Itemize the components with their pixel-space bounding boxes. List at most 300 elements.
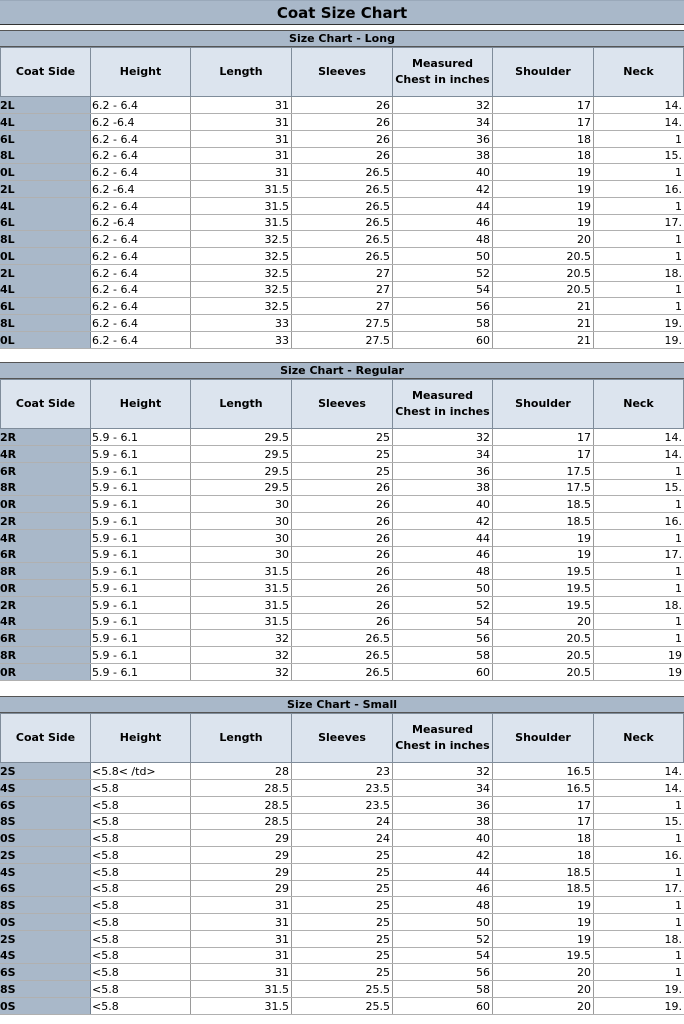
cell-length: 33 (190, 315, 292, 332)
cell-sleeves: 26 (291, 114, 393, 131)
cell-neck: 1 (593, 630, 684, 647)
cell-shoulder: 19 (492, 198, 594, 215)
cell-sleeves: 26 (291, 563, 393, 580)
col-header-sleeves: Sleeves (291, 713, 393, 763)
cell-neck: 1 (593, 496, 684, 513)
cell-chest: 44 (392, 198, 493, 215)
table-row (0, 998, 684, 1015)
cell-neck: 1 (593, 530, 684, 547)
col-header-coat-side: Coat Side (0, 379, 91, 429)
cell-height: <5.8 (90, 964, 191, 981)
cell-sleeves: 25 (291, 847, 393, 864)
cell-shoulder: 18.5 (492, 513, 594, 530)
cell-length: 31.5 (190, 214, 292, 231)
cell-chest: 38 (392, 147, 493, 164)
cell-neck: 19. (593, 998, 684, 1015)
cell-height: 5.9 - 6.1 (90, 513, 191, 530)
cell-neck: 1 (593, 563, 684, 580)
cell-coat-side: 8S (0, 897, 91, 914)
cell-shoulder: 19.5 (492, 597, 594, 614)
cell-chest: 54 (392, 947, 493, 964)
col-header-length: Length (190, 379, 292, 429)
cell-length: 31 (190, 947, 292, 964)
table-row (0, 931, 684, 948)
table-row (0, 613, 684, 630)
cell-length: 31.5 (190, 998, 292, 1015)
cell-length: 29.5 (190, 429, 292, 446)
cell-shoulder: 19 (492, 164, 594, 181)
cell-height: 5.9 - 6.1 (90, 563, 191, 580)
cell-neck: 1 (593, 897, 684, 914)
cell-height: 5.9 - 6.1 (90, 530, 191, 547)
table-row (0, 864, 684, 881)
cell-length: 29.5 (190, 463, 292, 480)
cell-sleeves: 26 (291, 496, 393, 513)
col-header-sleeves: Sleeves (291, 47, 393, 97)
cell-neck: 19. (593, 315, 684, 332)
cell-length: 31.5 (190, 597, 292, 614)
cell-shoulder: 18.5 (492, 880, 594, 897)
cell-length: 31.5 (190, 563, 292, 580)
cell-neck: 19 (593, 647, 684, 664)
cell-sleeves: 26.5 (291, 198, 393, 215)
cell-sleeves: 25 (291, 897, 393, 914)
cell-coat-side: 2S (0, 763, 91, 780)
cell-neck: 1 (593, 281, 684, 298)
cell-coat-side: 8S (0, 813, 91, 830)
cell-chest: 52 (392, 931, 493, 948)
cell-shoulder: 18 (492, 830, 594, 847)
table-row (0, 914, 684, 931)
cell-coat-side: 0L (0, 164, 91, 181)
table-row (0, 114, 684, 131)
cell-shoulder: 16.5 (492, 780, 594, 797)
cell-coat-side: 2S (0, 847, 91, 864)
cell-neck: 14. (593, 97, 684, 114)
cell-shoulder: 17.5 (492, 463, 594, 480)
cell-neck: 1 (593, 797, 684, 814)
cell-height: 6.2 - 6.4 (90, 248, 191, 265)
cell-sleeves: 25 (291, 429, 393, 446)
cell-coat-side: 6S (0, 964, 91, 981)
cell-shoulder: 19.5 (492, 580, 594, 597)
cell-height: 5.9 - 6.1 (90, 630, 191, 647)
table-row (0, 298, 684, 315)
table-row (0, 580, 684, 597)
table-row (0, 248, 684, 265)
table-row (0, 847, 684, 864)
cell-length: 30 (190, 546, 292, 563)
cell-coat-side: 0L (0, 332, 91, 349)
col-header-length: Length (190, 47, 292, 97)
cell-coat-side: 6L (0, 298, 91, 315)
cell-height: 5.9 - 6.1 (90, 463, 191, 480)
cell-sleeves: 26 (291, 530, 393, 547)
cell-sleeves: 26.5 (291, 231, 393, 248)
cell-neck: 16. (593, 513, 684, 530)
cell-height: <5.8 (90, 998, 191, 1015)
cell-chest: 56 (392, 298, 493, 315)
cell-chest: 32 (392, 97, 493, 114)
cell-coat-side: 6S (0, 880, 91, 897)
cell-length: 32.5 (190, 265, 292, 282)
cell-neck: 14. (593, 429, 684, 446)
header-row (0, 713, 684, 763)
cell-height: 5.9 - 6.1 (90, 597, 191, 614)
cell-sleeves: 26.5 (291, 181, 393, 198)
cell-neck: 1 (593, 914, 684, 931)
cell-chest: 50 (392, 580, 493, 597)
col-header-chest: Measured Chest in inches (392, 379, 493, 429)
cell-neck: 1 (593, 463, 684, 480)
cell-shoulder: 18.5 (492, 496, 594, 513)
cell-coat-side: 6L (0, 214, 91, 231)
table-row (0, 897, 684, 914)
cell-neck: 1 (593, 248, 684, 265)
cell-coat-side: 6R (0, 630, 91, 647)
table-row (0, 131, 684, 148)
cell-chest: 58 (392, 981, 493, 998)
table-row (0, 763, 684, 780)
section-title: Size Chart - Regular (0, 362, 684, 379)
col-header-length: Length (190, 713, 292, 763)
cell-coat-side: 8R (0, 647, 91, 664)
cell-height: 5.9 - 6.1 (90, 580, 191, 597)
cell-shoulder: 17 (492, 813, 594, 830)
cell-shoulder: 20.5 (492, 630, 594, 647)
cell-shoulder: 20 (492, 981, 594, 998)
cell-sleeves: 26.5 (291, 664, 393, 681)
cell-length: 28 (190, 763, 292, 780)
cell-shoulder: 20 (492, 231, 594, 248)
table-row (0, 630, 684, 647)
cell-shoulder: 21 (492, 298, 594, 315)
cell-neck: 18. (593, 265, 684, 282)
cell-chest: 60 (392, 664, 493, 681)
cell-coat-side: 4L (0, 114, 91, 131)
cell-shoulder: 21 (492, 315, 594, 332)
col-header-chest: Measured Chest in inches (392, 47, 493, 97)
cell-height: 5.9 - 6.1 (90, 613, 191, 630)
cell-length: 29.5 (190, 446, 292, 463)
cell-length: 31 (190, 931, 292, 948)
cell-sleeves: 27.5 (291, 332, 393, 349)
table-row (0, 198, 684, 215)
cell-shoulder: 19 (492, 897, 594, 914)
cell-height: <5.8 (90, 947, 191, 964)
col-header-neck: Neck (593, 379, 684, 429)
cell-neck: 14. (593, 446, 684, 463)
cell-sleeves: 23.5 (291, 797, 393, 814)
cell-sleeves: 25 (291, 463, 393, 480)
table-row (0, 530, 684, 547)
cell-coat-side: 6R (0, 463, 91, 480)
cell-sleeves: 26 (291, 597, 393, 614)
cell-height: <5.8 (90, 880, 191, 897)
section-title: Size Chart - Long (0, 30, 684, 47)
cell-sleeves: 26 (291, 580, 393, 597)
cell-sleeves: 25.5 (291, 981, 393, 998)
cell-coat-side: 0R (0, 664, 91, 681)
table-row (0, 231, 684, 248)
cell-chest: 60 (392, 998, 493, 1015)
cell-length: 31 (190, 97, 292, 114)
cell-coat-side: 2L (0, 97, 91, 114)
col-header-height: Height (90, 713, 191, 763)
cell-height: 6.2 - 6.4 (90, 231, 191, 248)
table-row (0, 265, 684, 282)
cell-coat-side: 2L (0, 181, 91, 198)
cell-shoulder: 20 (492, 998, 594, 1015)
cell-length: 29.5 (190, 479, 292, 496)
cell-length: 31 (190, 147, 292, 164)
cell-length: 32.5 (190, 231, 292, 248)
table-row (0, 164, 684, 181)
cell-sleeves: 25 (291, 446, 393, 463)
cell-shoulder: 17 (492, 446, 594, 463)
cell-height: 6.2 - 6.4 (90, 265, 191, 282)
cell-neck: 15. (593, 147, 684, 164)
cell-coat-side: 0L (0, 248, 91, 265)
cell-length: 31.5 (190, 181, 292, 198)
cell-chest: 38 (392, 813, 493, 830)
page-title: Coat Size Chart (0, 0, 684, 25)
cell-neck: 18. (593, 597, 684, 614)
cell-height: <5.8< /td> (90, 763, 191, 780)
cell-neck: 1 (593, 164, 684, 181)
cell-length: 32.5 (190, 298, 292, 315)
cell-chest: 36 (392, 131, 493, 148)
cell-height: 6.2 - 6.4 (90, 164, 191, 181)
cell-sleeves: 27.5 (291, 315, 393, 332)
table-row (0, 880, 684, 897)
cell-height: 6.2 -6.4 (90, 214, 191, 231)
table-row (0, 597, 684, 614)
col-header-coat-side: Coat Side (0, 47, 91, 97)
cell-chest: 46 (392, 214, 493, 231)
cell-sleeves: 26.5 (291, 647, 393, 664)
cell-shoulder: 17 (492, 114, 594, 131)
cell-coat-side: 6L (0, 131, 91, 148)
cell-shoulder: 20.5 (492, 248, 594, 265)
table-row (0, 964, 684, 981)
cell-coat-side: 6R (0, 546, 91, 563)
cell-length: 28.5 (190, 813, 292, 830)
cell-coat-side: 0R (0, 496, 91, 513)
cell-height: 6.2 - 6.4 (90, 298, 191, 315)
cell-height: <5.8 (90, 797, 191, 814)
cell-neck: 1 (593, 298, 684, 315)
cell-neck: 17. (593, 214, 684, 231)
cell-shoulder: 18.5 (492, 864, 594, 881)
table-row (0, 147, 684, 164)
cell-length: 32 (190, 630, 292, 647)
cell-sleeves: 24 (291, 830, 393, 847)
cell-chest: 32 (392, 763, 493, 780)
cell-shoulder: 18 (492, 131, 594, 148)
header-row (0, 379, 684, 429)
col-header-sleeves: Sleeves (291, 379, 393, 429)
cell-length: 31 (190, 897, 292, 914)
cell-coat-side: 6S (0, 797, 91, 814)
cell-length: 31 (190, 914, 292, 931)
cell-length: 29 (190, 830, 292, 847)
cell-length: 29 (190, 864, 292, 881)
cell-coat-side: 8L (0, 147, 91, 164)
table-row (0, 647, 684, 664)
cell-neck: 17. (593, 880, 684, 897)
cell-coat-side: 4S (0, 864, 91, 881)
cell-coat-side: 2S (0, 931, 91, 948)
cell-sleeves: 24 (291, 813, 393, 830)
cell-chest: 42 (392, 181, 493, 198)
cell-coat-side: 2L (0, 265, 91, 282)
cell-coat-side: 4S (0, 947, 91, 964)
cell-height: <5.8 (90, 897, 191, 914)
cell-shoulder: 17 (492, 429, 594, 446)
cell-chest: 32 (392, 429, 493, 446)
cell-shoulder: 19.5 (492, 563, 594, 580)
table-row (0, 513, 684, 530)
section-title: Size Chart - Small (0, 696, 684, 713)
table-row (0, 813, 684, 830)
cell-height: 6.2 -6.4 (90, 114, 191, 131)
cell-chest: 42 (392, 847, 493, 864)
cell-chest: 46 (392, 880, 493, 897)
cell-coat-side: 4S (0, 780, 91, 797)
cell-coat-side: 4R (0, 446, 91, 463)
col-header-shoulder: Shoulder (492, 379, 594, 429)
cell-chest: 36 (392, 463, 493, 480)
cell-shoulder: 19 (492, 214, 594, 231)
cell-length: 32.5 (190, 248, 292, 265)
cell-height: <5.8 (90, 830, 191, 847)
cell-sleeves: 25.5 (291, 998, 393, 1015)
cell-coat-side: 8R (0, 563, 91, 580)
cell-shoulder: 19.5 (492, 947, 594, 964)
cell-shoulder: 20.5 (492, 265, 594, 282)
cell-sleeves: 26.5 (291, 214, 393, 231)
cell-sleeves: 26.5 (291, 164, 393, 181)
cell-height: <5.8 (90, 780, 191, 797)
cell-neck: 14. (593, 763, 684, 780)
cell-length: 29 (190, 880, 292, 897)
cell-coat-side: 4R (0, 530, 91, 547)
table-row (0, 947, 684, 964)
cell-chest: 48 (392, 231, 493, 248)
cell-height: <5.8 (90, 813, 191, 830)
cell-shoulder: 19 (492, 914, 594, 931)
cell-sleeves: 26 (291, 147, 393, 164)
cell-sleeves: 25 (291, 864, 393, 881)
cell-neck: 1 (593, 830, 684, 847)
cell-neck: 15. (593, 813, 684, 830)
cell-height: 6.2 - 6.4 (90, 332, 191, 349)
cell-shoulder: 17 (492, 97, 594, 114)
cell-height: 6.2 - 6.4 (90, 97, 191, 114)
cell-length: 28.5 (190, 797, 292, 814)
cell-sleeves: 26 (291, 513, 393, 530)
cell-height: <5.8 (90, 914, 191, 931)
cell-neck: 19 (593, 664, 684, 681)
cell-height: 5.9 - 6.1 (90, 496, 191, 513)
cell-neck: 16. (593, 181, 684, 198)
col-header-neck: Neck (593, 47, 684, 97)
cell-shoulder: 19 (492, 931, 594, 948)
cell-shoulder: 20.5 (492, 281, 594, 298)
cell-neck: 19. (593, 332, 684, 349)
cell-length: 32 (190, 664, 292, 681)
cell-height: 6.2 - 6.4 (90, 315, 191, 332)
table-row (0, 830, 684, 847)
col-header-height: Height (90, 47, 191, 97)
cell-height: 6.2 - 6.4 (90, 281, 191, 298)
cell-chest: 38 (392, 479, 493, 496)
table-row (0, 981, 684, 998)
table-row (0, 496, 684, 513)
table-row (0, 281, 684, 298)
cell-length: 31.5 (190, 198, 292, 215)
cell-chest: 36 (392, 797, 493, 814)
cell-length: 29 (190, 847, 292, 864)
cell-height: <5.8 (90, 981, 191, 998)
cell-height: <5.8 (90, 864, 191, 881)
cell-shoulder: 20.5 (492, 664, 594, 681)
cell-chest: 52 (392, 597, 493, 614)
cell-coat-side: 4L (0, 198, 91, 215)
cell-neck: 1 (593, 964, 684, 981)
cell-length: 31 (190, 164, 292, 181)
cell-neck: 1 (593, 613, 684, 630)
cell-shoulder: 19 (492, 181, 594, 198)
cell-neck: 17. (593, 546, 684, 563)
cell-coat-side: 8L (0, 315, 91, 332)
table-row (0, 181, 684, 198)
col-header-shoulder: Shoulder (492, 713, 594, 763)
cell-sleeves: 26.5 (291, 248, 393, 265)
table-row (0, 546, 684, 563)
cell-length: 33 (190, 332, 292, 349)
cell-shoulder: 21 (492, 332, 594, 349)
table-row (0, 446, 684, 463)
cell-sleeves: 26 (291, 97, 393, 114)
cell-shoulder: 18 (492, 147, 594, 164)
cell-height: 5.9 - 6.1 (90, 546, 191, 563)
table-row (0, 315, 684, 332)
cell-shoulder: 20 (492, 613, 594, 630)
cell-chest: 52 (392, 265, 493, 282)
cell-coat-side: 0R (0, 580, 91, 597)
cell-coat-side: 2R (0, 429, 91, 446)
table-row (0, 214, 684, 231)
cell-coat-side: 0S (0, 914, 91, 931)
cell-coat-side: 2R (0, 513, 91, 530)
cell-neck: 1 (593, 864, 684, 881)
cell-coat-side: 4L (0, 281, 91, 298)
cell-height: 6.2 -6.4 (90, 181, 191, 198)
table-row (0, 463, 684, 480)
col-header-shoulder: Shoulder (492, 47, 594, 97)
cell-coat-side: 8R (0, 479, 91, 496)
cell-chest: 42 (392, 513, 493, 530)
cell-coat-side: 8S (0, 981, 91, 998)
cell-chest: 56 (392, 964, 493, 981)
table-row (0, 780, 684, 797)
col-header-neck: Neck (593, 713, 684, 763)
cell-chest: 34 (392, 446, 493, 463)
cell-neck: 1 (593, 131, 684, 148)
cell-chest: 50 (392, 248, 493, 265)
